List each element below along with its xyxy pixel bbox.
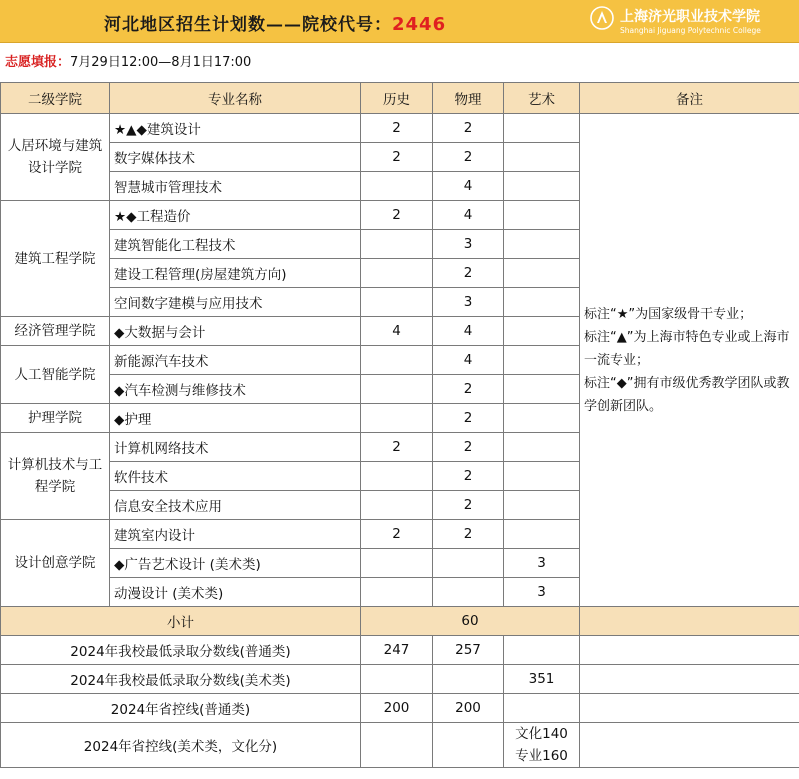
score-label: 2024年省控线(美术类，文化分) [1,723,361,768]
history-cell: 4 [361,317,433,346]
physics-cell: 2 [433,520,504,549]
school-name-cn: 上海济光职业技术学院 [620,9,760,25]
art-cell [504,375,580,404]
school-logo-icon [590,6,614,30]
score-art [504,723,580,768]
physics-cell: 4 [433,346,504,375]
score-history: 200 [361,694,433,723]
application-period [0,43,799,83]
history-cell: 2 [361,433,433,462]
page-title: 河北地区招生计划数——院校代号：2446 [104,14,447,35]
major-cell: ◆广告艺术设计 (美术类) [110,549,361,578]
major-cell: 信息安全技术应用 [110,491,361,520]
major-cell: ★▲◆建筑设计 [110,114,361,143]
score-label: 2024年我校最低录取分数线(美术类) [1,665,361,694]
table-header-row [1,83,799,114]
art-cell [504,433,580,462]
art-culture-line: 文化140 [515,726,568,742]
period-label: 志愿填报： [5,55,71,70]
col-header-major: 专业名称 [110,83,361,114]
art-cell [504,520,580,549]
major-cell: 智慧城市管理技术 [110,172,361,201]
score-art: 351 [504,665,580,694]
art-cell [504,172,580,201]
history-cell: 2 [361,114,433,143]
col-header-notes: 备注 [580,83,799,114]
history-cell [361,462,433,491]
art-cell: 3 [504,578,580,607]
period-value: 7月29日12:00—8月1日17:00 [70,55,252,70]
physics-cell: 2 [433,143,504,172]
table-row [1,114,799,143]
history-cell: 2 [361,143,433,172]
dept-cell: 人工智能学院 [1,346,110,404]
note-line: 标注“★”为国家级骨干专业； [584,306,753,322]
physics-cell: 2 [433,433,504,462]
score-row [1,723,799,768]
header-banner [0,0,799,43]
major-cell: ◆护理 [110,404,361,433]
art-cell [504,491,580,520]
history-cell [361,375,433,404]
dept-cell: 设计创意学院 [1,520,110,607]
note-line: 标注“◆”拥有市级优秀教学团队或教学创新团队。 [584,375,790,414]
art-major-line: 专业160 [515,748,568,764]
art-cell [504,201,580,230]
score-blank [580,723,799,768]
score-label: 2024年省控线(普通类) [1,694,361,723]
major-cell: ★◆工程造价 [110,201,361,230]
dept-cell: 人居环境与建筑设计学院 [1,114,110,201]
major-cell: 空间数字建模与应用技术 [110,288,361,317]
dept-cell: 经济管理学院 [1,317,110,346]
history-cell [361,578,433,607]
history-cell: 2 [361,520,433,549]
major-cell: 建设工程管理(房屋建筑方向) [110,259,361,288]
major-cell: 新能源汽车技术 [110,346,361,375]
dept-cell: 计算机技术与工程学院 [1,433,110,520]
physics-cell: 2 [433,491,504,520]
score-physics: 257 [433,636,504,665]
physics-cell [433,578,504,607]
score-physics [433,723,504,768]
col-header-history: 历史 [361,83,433,114]
art-cell [504,143,580,172]
score-history [361,665,433,694]
score-physics [433,665,504,694]
art-cell: 3 [504,549,580,578]
notes-cell [580,114,799,607]
dept-cell: 护理学院 [1,404,110,433]
physics-cell: 2 [433,259,504,288]
score-history [361,723,433,768]
physics-cell: 2 [433,375,504,404]
art-cell [504,462,580,491]
col-header-dept: 二级学院 [1,83,110,114]
score-row [1,636,799,665]
physics-cell [433,549,504,578]
major-cell: ◆大数据与会计 [110,317,361,346]
physics-cell: 4 [433,317,504,346]
major-cell: 建筑智能化工程技术 [110,230,361,259]
art-cell [504,346,580,375]
major-cell: 软件技术 [110,462,361,491]
history-cell [361,346,433,375]
major-cell: 数字媒体技术 [110,143,361,172]
score-art [504,694,580,723]
history-cell [361,491,433,520]
major-cell: 建筑室内设计 [110,520,361,549]
score-row [1,665,799,694]
art-cell [504,114,580,143]
col-header-physics: 物理 [433,83,504,114]
history-cell [361,230,433,259]
physics-cell: 4 [433,201,504,230]
art-cell [504,404,580,433]
physics-cell: 3 [433,230,504,259]
history-cell [361,549,433,578]
col-header-art: 艺术 [504,83,580,114]
physics-cell: 4 [433,172,504,201]
physics-cell: 3 [433,288,504,317]
history-cell [361,404,433,433]
art-cell [504,230,580,259]
score-row [1,694,799,723]
enrollment-table [0,82,799,768]
score-blank [580,665,799,694]
history-cell [361,259,433,288]
score-history: 247 [361,636,433,665]
score-blank [580,636,799,665]
art-cell [504,317,580,346]
major-cell: 计算机网络技术 [110,433,361,462]
physics-cell: 2 [433,462,504,491]
subtotal-blank [580,607,799,636]
subtotal-row [1,607,799,636]
school-code: 2446 [392,14,447,35]
major-cell: ◆汽车检测与维修技术 [110,375,361,404]
subtotal-value: 60 [361,607,580,636]
score-art [504,636,580,665]
art-cell [504,259,580,288]
school-name-en: Shanghai Jiguang Polytechnic College [620,26,761,35]
score-physics: 200 [433,694,504,723]
major-cell: 动漫设计 (美术类) [110,578,361,607]
dept-cell: 建筑工程学院 [1,201,110,317]
history-cell [361,172,433,201]
history-cell [361,288,433,317]
note-line: 标注“▲”为上海市特色专业或上海市一流专业； [584,329,790,368]
physics-cell: 2 [433,114,504,143]
score-label: 2024年我校最低录取分数线(普通类) [1,636,361,665]
art-cell [504,288,580,317]
physics-cell: 2 [433,404,504,433]
score-blank [580,694,799,723]
history-cell: 2 [361,201,433,230]
subtotal-label: 小计 [1,607,361,636]
